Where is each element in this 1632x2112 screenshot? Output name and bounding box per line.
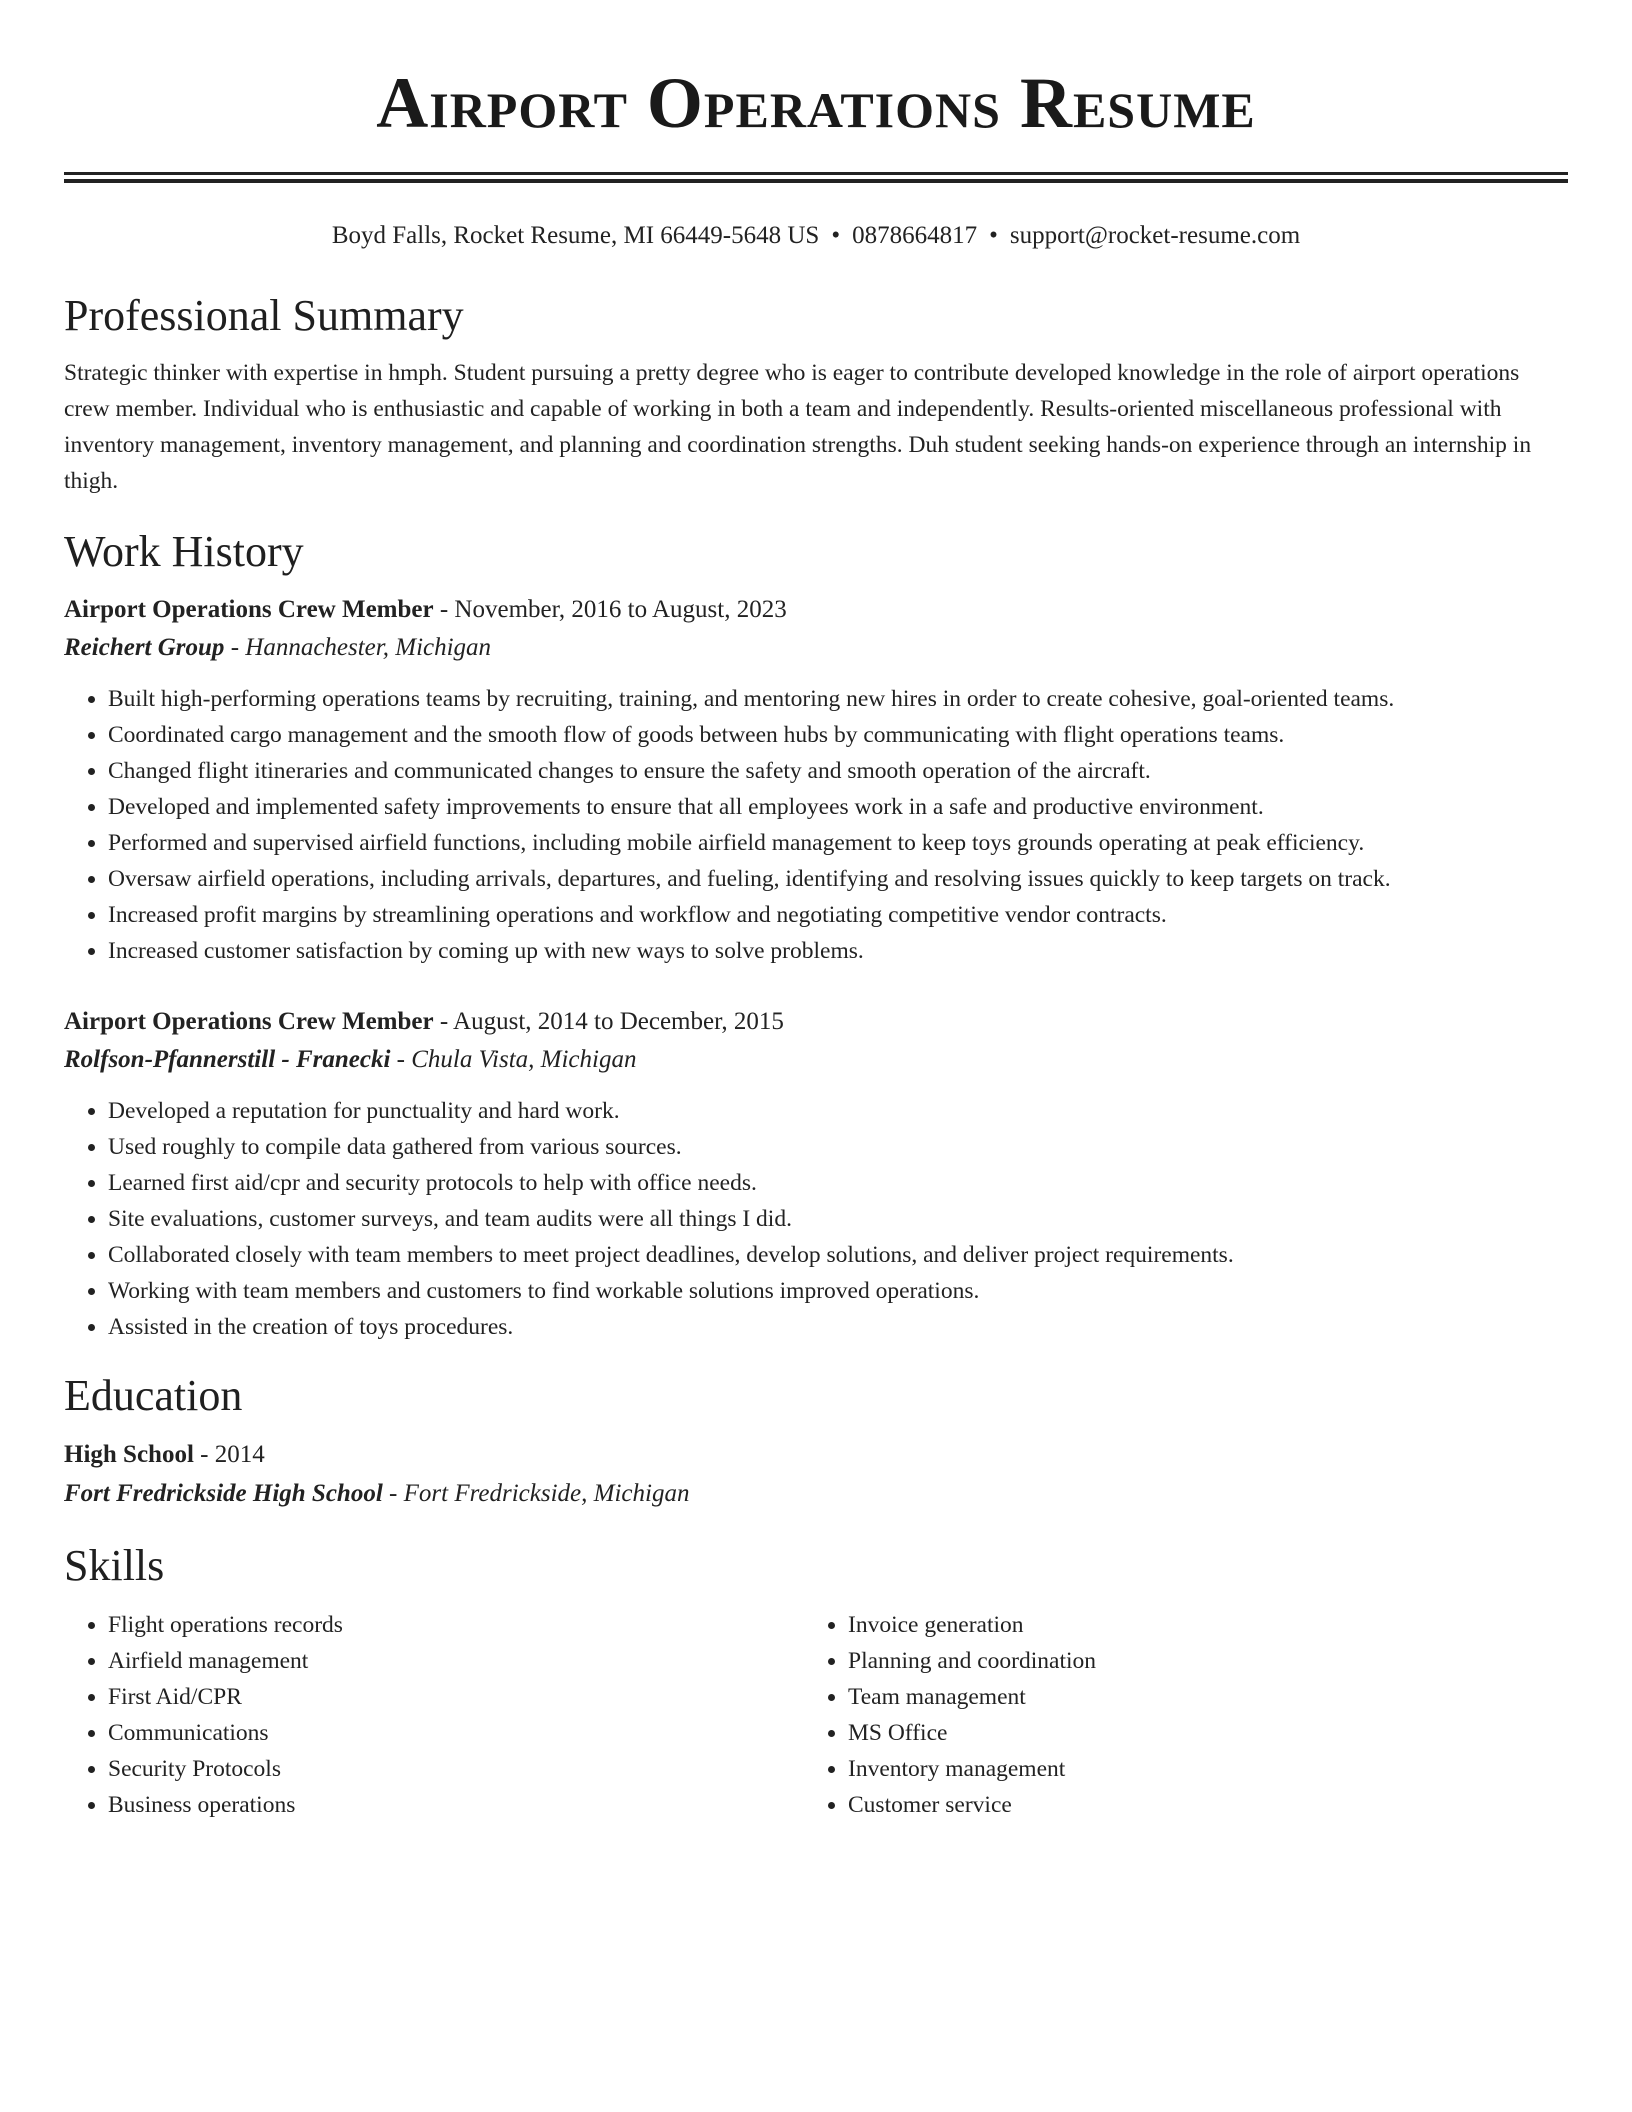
list-item: • Assisted in the creation of toys procedures. (108, 1309, 1568, 1345)
list-item: • Increased profit margins by streamlining operations and workflow and negotiating competitive vendor contracts. (108, 897, 1568, 933)
skill-item: • First Aid/CPR (108, 1679, 804, 1715)
skills-column-left (64, 1607, 804, 1823)
contact-address: Boyd Falls, Rocket Resume, MI 66449-5648 US (331, 222, 820, 249)
skill-item: • Communications (108, 1715, 804, 1751)
list-item: • Developed and implemented safety improvements to ensure that all employees work in a safe and productive environment. (108, 789, 1568, 825)
list-item: • Site evaluations, customer surveys, and team audits were all things I did. (108, 1201, 1568, 1237)
list-item: • Oversaw airfield operations, including arrivals, departures, and fueling, identifying and resolving issues quickly to keep targets on track. (108, 861, 1568, 897)
job-entry (64, 591, 1568, 969)
job-dates: - November, 2016 to August, 2023 (433, 596, 787, 623)
summary-heading: Professional Summary (64, 291, 464, 340)
job-bullets (64, 681, 1568, 969)
job-company: Rolfson-Pfannerstill - Franecki (64, 1046, 391, 1073)
list-item: • Built high-performing operations teams by recruiting, training, and mentoring new hires in order to create cohesive, goal-oriented teams. (108, 681, 1568, 717)
skill-item: • Team management (848, 1679, 1544, 1715)
list-item: • Working with team members and customers to find workable solutions improved operations. (108, 1273, 1568, 1309)
list-item: • Changed flight itineraries and communicated changes to ensure the safety and smooth operation of the aircraft. (108, 753, 1568, 789)
job-company-line (64, 1041, 1568, 1079)
job-title: Airport Operations Crew Member (64, 1008, 434, 1035)
job-title-line (64, 1003, 1568, 1041)
skill-item: • Flight operations records (108, 1607, 804, 1643)
job-title: Airport Operations Crew Member (64, 596, 434, 623)
list-item: • Learned first aid/cpr and security protocols to help with office needs. (108, 1165, 1568, 1201)
contact-separator: • (831, 222, 841, 249)
list-item: • Used roughly to compile data gathered from various sources. (108, 1129, 1568, 1165)
resume-title: Airport Operations Resume (376, 63, 1256, 143)
skill-item: • Airfield management (108, 1643, 804, 1679)
summary-text: Strategic thinker with expertise in hmph. Student pursuing a pretty degree who is eager to contribute developed knowledge in the role of airport operations crew member. Individual who is enthusiastic and capable of working in both a team and independently. Results-oriented miscellaneous professional with inventory management, inventory management, and planning and coordination strengths. Duh student seeking hands-on experience through an internship in thigh. (64, 360, 1532, 494)
skills-list (804, 1607, 1544, 1823)
contact-line (64, 221, 1568, 251)
list-item: • Increased customer satisfaction by coming up with new ways to solve problems. (108, 933, 1568, 969)
skill-item: • Invoice generation (848, 1607, 1544, 1643)
title-double-rule (64, 172, 1568, 183)
contact-separator: • (989, 222, 998, 249)
list-item: • Coordinated cargo management and the smooth flow of goods between hubs by communicating with flight operations teams. (108, 717, 1568, 753)
school-line (64, 1474, 1568, 1513)
job-company-line (64, 629, 1568, 667)
contact-email: support@rocket-resume.com (1009, 222, 1301, 249)
school-name: Fort Fredrickside High School (64, 1480, 383, 1507)
degree-line (64, 1435, 1568, 1474)
job-location: - Chula Vista, Michigan (390, 1046, 637, 1073)
work-history-heading: Work History (64, 527, 304, 576)
list-item: • Performed and supervised airfield functions, including mobile airfield management to keep toys grounds operating at peak efficiency. (108, 825, 1568, 861)
job-dates: - August, 2014 to December, 2015 (433, 1008, 784, 1035)
list-item: • Developed a reputation for punctuality and hard work. (108, 1093, 1568, 1129)
contact-phone: 0878664817 (852, 222, 978, 249)
skills-columns (64, 1607, 1568, 1823)
graduation-year: - 2014 (193, 1441, 265, 1468)
skill-item: • Security Protocols (108, 1751, 804, 1787)
skills-column-right (804, 1607, 1544, 1823)
skill-item: • Inventory management (848, 1751, 1544, 1787)
skill-item: • Customer service (848, 1787, 1544, 1823)
skill-item: • Planning and coordination (848, 1643, 1544, 1679)
skills-list (64, 1607, 804, 1823)
education-heading: Education (64, 1371, 243, 1420)
job-location: - Hannachester, Michigan (224, 634, 492, 661)
skill-item: • MS Office (848, 1715, 1544, 1751)
job-title-line (64, 591, 1568, 629)
skill-item: • Business operations (108, 1787, 804, 1823)
job-entry (64, 1003, 1568, 1345)
education-entry (64, 1435, 1568, 1513)
job-bullets (64, 1093, 1568, 1345)
list-item: • Collaborated closely with team members to meet project deadlines, develop solutions, and deliver project requirements. (108, 1237, 1568, 1273)
school-location: - Fort Fredrickside, Michigan (382, 1480, 690, 1507)
skills-heading: Skills (64, 1541, 165, 1590)
job-company: Reichert Group (64, 634, 225, 661)
degree: High School (64, 1441, 194, 1468)
